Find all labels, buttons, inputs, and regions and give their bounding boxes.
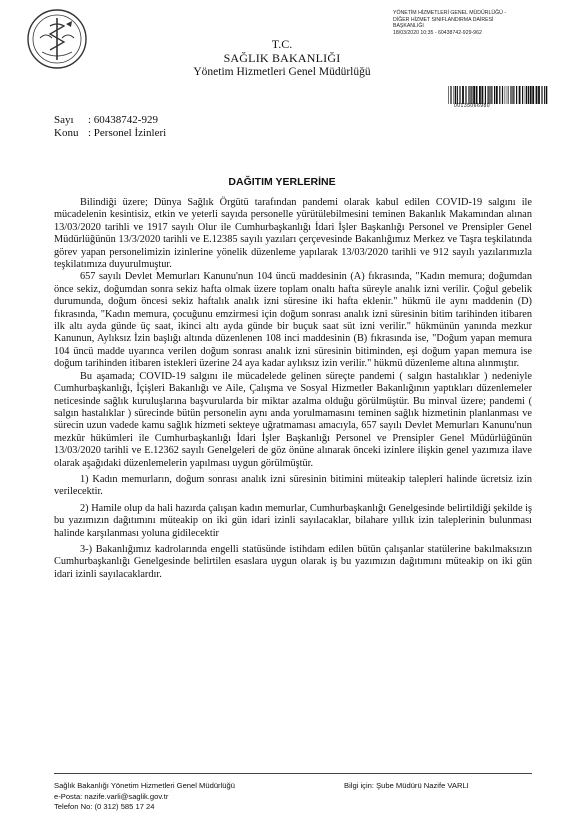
header-directorate: Yönetim Hizmetleri Genel Müdürlüğü	[193, 66, 371, 78]
document-title: DAĞITIM YERLERİNE	[228, 176, 336, 188]
item-number: 1)	[80, 473, 89, 485]
sayi-value: : 60438742-929	[88, 114, 158, 126]
item-number: 2)	[80, 502, 89, 514]
item-number: 3-)	[80, 543, 93, 555]
header-tc: T.C.	[271, 37, 293, 51]
barcode-number: 00135066980	[454, 103, 491, 109]
list-item	[54, 474, 532, 499]
konu-label: Konu	[54, 127, 79, 139]
footer-org: Sağlık Bakanlığı Yönetim Hizmetleri Genel Müdürlüğü	[54, 781, 235, 790]
sayi-label: Sayı	[54, 114, 74, 126]
meta-sayi	[54, 114, 158, 126]
footer-divider	[54, 773, 532, 774]
list-item	[54, 544, 532, 581]
meta-konu	[54, 127, 166, 139]
stamp-line: 18/03/2020 10:35 - 60438742-929-962	[393, 29, 482, 36]
stamp-line: BAŞKANLIĞI	[393, 23, 424, 30]
footer-info: Bilgi için: Şube Müdürü Nazife VARLI	[344, 781, 469, 790]
header-ministry: SAĞLIK BAKANLIĞI	[223, 51, 341, 65]
item-text: Kadın memurların, doğum sonrası analık izni süresinin bitimini müteakip talepleri halinde ücretsiz izin verilecektir.	[54, 473, 532, 498]
list-item	[54, 503, 532, 540]
paragraph: Bu aşamada; COVID-19 salgını ile mücadelede gelinen süreçte pandemi ( salgın hastalıklar ) nedeniyle Cumhurbaşkanlığı, İçişleri Bakanlığı ve Aile, Çalışma ve Sosyal Hizmetler Bakanlığının yaptıkları düzenlemeler neticesinde sağlık kuruluşlarına başvurularda bir miktar azalma olduğu görülmüştür. Bu minval üzere; pandemi ( salgın hastalıklar ) sürecinde bütün personelin aynı anda yorulmamasını teminen sağlık hizmetinin planlanması ve sürecin uzun vadede kamu sağlık hizmeti sekteye uğratmaması amacıyla, 657 sayılı Devlet Memurları Kanunu'nun mezkûr hükümleri ile Cumhurbaşkanlığı İdari İşler Başkanlığı Personel ve Prensipler Genel Müdürlüğünün 13/03/2020 tarihli ve E.12362 sayılı Genelgeleri de göz önüne alınarak önceki izinlere ilişkin genel yazımıza ilave olarak aşağıdaki düzenlemelerin yapılması uygun görülmüştür.	[54, 370, 532, 469]
stamp-line: YÖNETİM HİZMETLERİ GENEL MÜDÜRLÜĞÜ -	[393, 10, 507, 16]
footer-email: e-Posta: nazife.varli@saglik.gov.tr	[54, 791, 169, 801]
paragraph: Bilindiği üzere; Dünya Sağlık Örgütü tarafından pandemi olarak kabul edilen COVID-19 salgını ile mücadelenin kesintisiz, etkin ve yeterli sayıda personelle yürütülebilmesini teminen Bakanlık Makamından alınan 13/03/2020 tarihli ve 1917 sayılı Olur ile Cumhurbaşkanlığı İdari İşler Başkanlığı Personel ve Prensipler Genel Müdürlüğünün 13/3/2020 tarihli ve E.12385 sayılı yazıları çerçevesinde Bakanlığımız Merkez ve Taşra teşkilatında görev yapan personelimizin izinlerine yönelik düzenleme yapılarak 13/03/2020 tarihli ve 912 sayılı yazılarımızla teşkilatımıza duyurulmuştur.	[54, 197, 532, 271]
konu-value: : Personel İzinleri	[88, 127, 167, 139]
paragraph: 657 sayılı Devlet Memurları Kanunu'nun 104 üncü maddesinin (A) fıkrasında, "Kadın memura; doğumdan önce sekiz, doğumdan sonra sekiz hafta olmak üzere toplam onaltı hafta süreyle analık izni verilir. Çoğul gebelik durumunda, doğum öncesi sekiz haftalık analık izni süresine iki hafta eklenir." hükmü ile aynı maddenin (D) fıkrasında, "Kadın memura, çocuğunu emzirmesi için doğum sonrası analık izni süresinin bitim tarihinden itibaren ilk altı ayda günde üç saat, ikinci altı ayda günde bir buçuk saat süt izni verilir." hükmünün yanında mezkur Kanunun, Aylıksız İzin başlığı altında düzenlenen 108 inci maddesinin (B) fıkrasında ise, "Doğum yapan memura 104 üncü madde uyarınca verilen doğum sonrası analık izni süresinin bitiminden, eşi doğum yapan memura ise doğum tarihinden itibaren istekleri üzerine 24 aya kadar aylıksız izin verilir." hükmü düzenleme altına alınmıştır.	[54, 271, 532, 370]
footer-phone: Telefon No: (0 312) 585 17 24	[54, 802, 155, 812]
item-text: Hamile olup da hali hazırda çalışan kadın memurlar, Cumhurbaşkanlığı Genelgesinde belirtildiği şekilde iş bu yazımızın dağıtımını müteakip on iki gün idari izinli sayılacaklar, bilahare yıllık izin taleplerinin bulunması halinde karşılanması yoluna gidilecektir	[54, 502, 532, 539]
document-body	[54, 197, 532, 581]
document-stamp	[393, 10, 553, 36]
item-text: Bakanlığımız kadrolarında engelli statüsünde istihdam edilen bütün çalışanlar statülerine bakılmaksızın Cumhurbaşkanlığı Genelgesinde belirtilen esaslara uygun olarak iş bu yazımızın dağıtımını müteakip on iki gün idari izinli sayılacaklardır.	[54, 543, 532, 580]
stamp-line: DİĞER HİZMET SINIFLANDIRMA DAİRESİ	[393, 16, 494, 23]
barcode	[448, 86, 548, 104]
footer-contact	[54, 781, 235, 813]
